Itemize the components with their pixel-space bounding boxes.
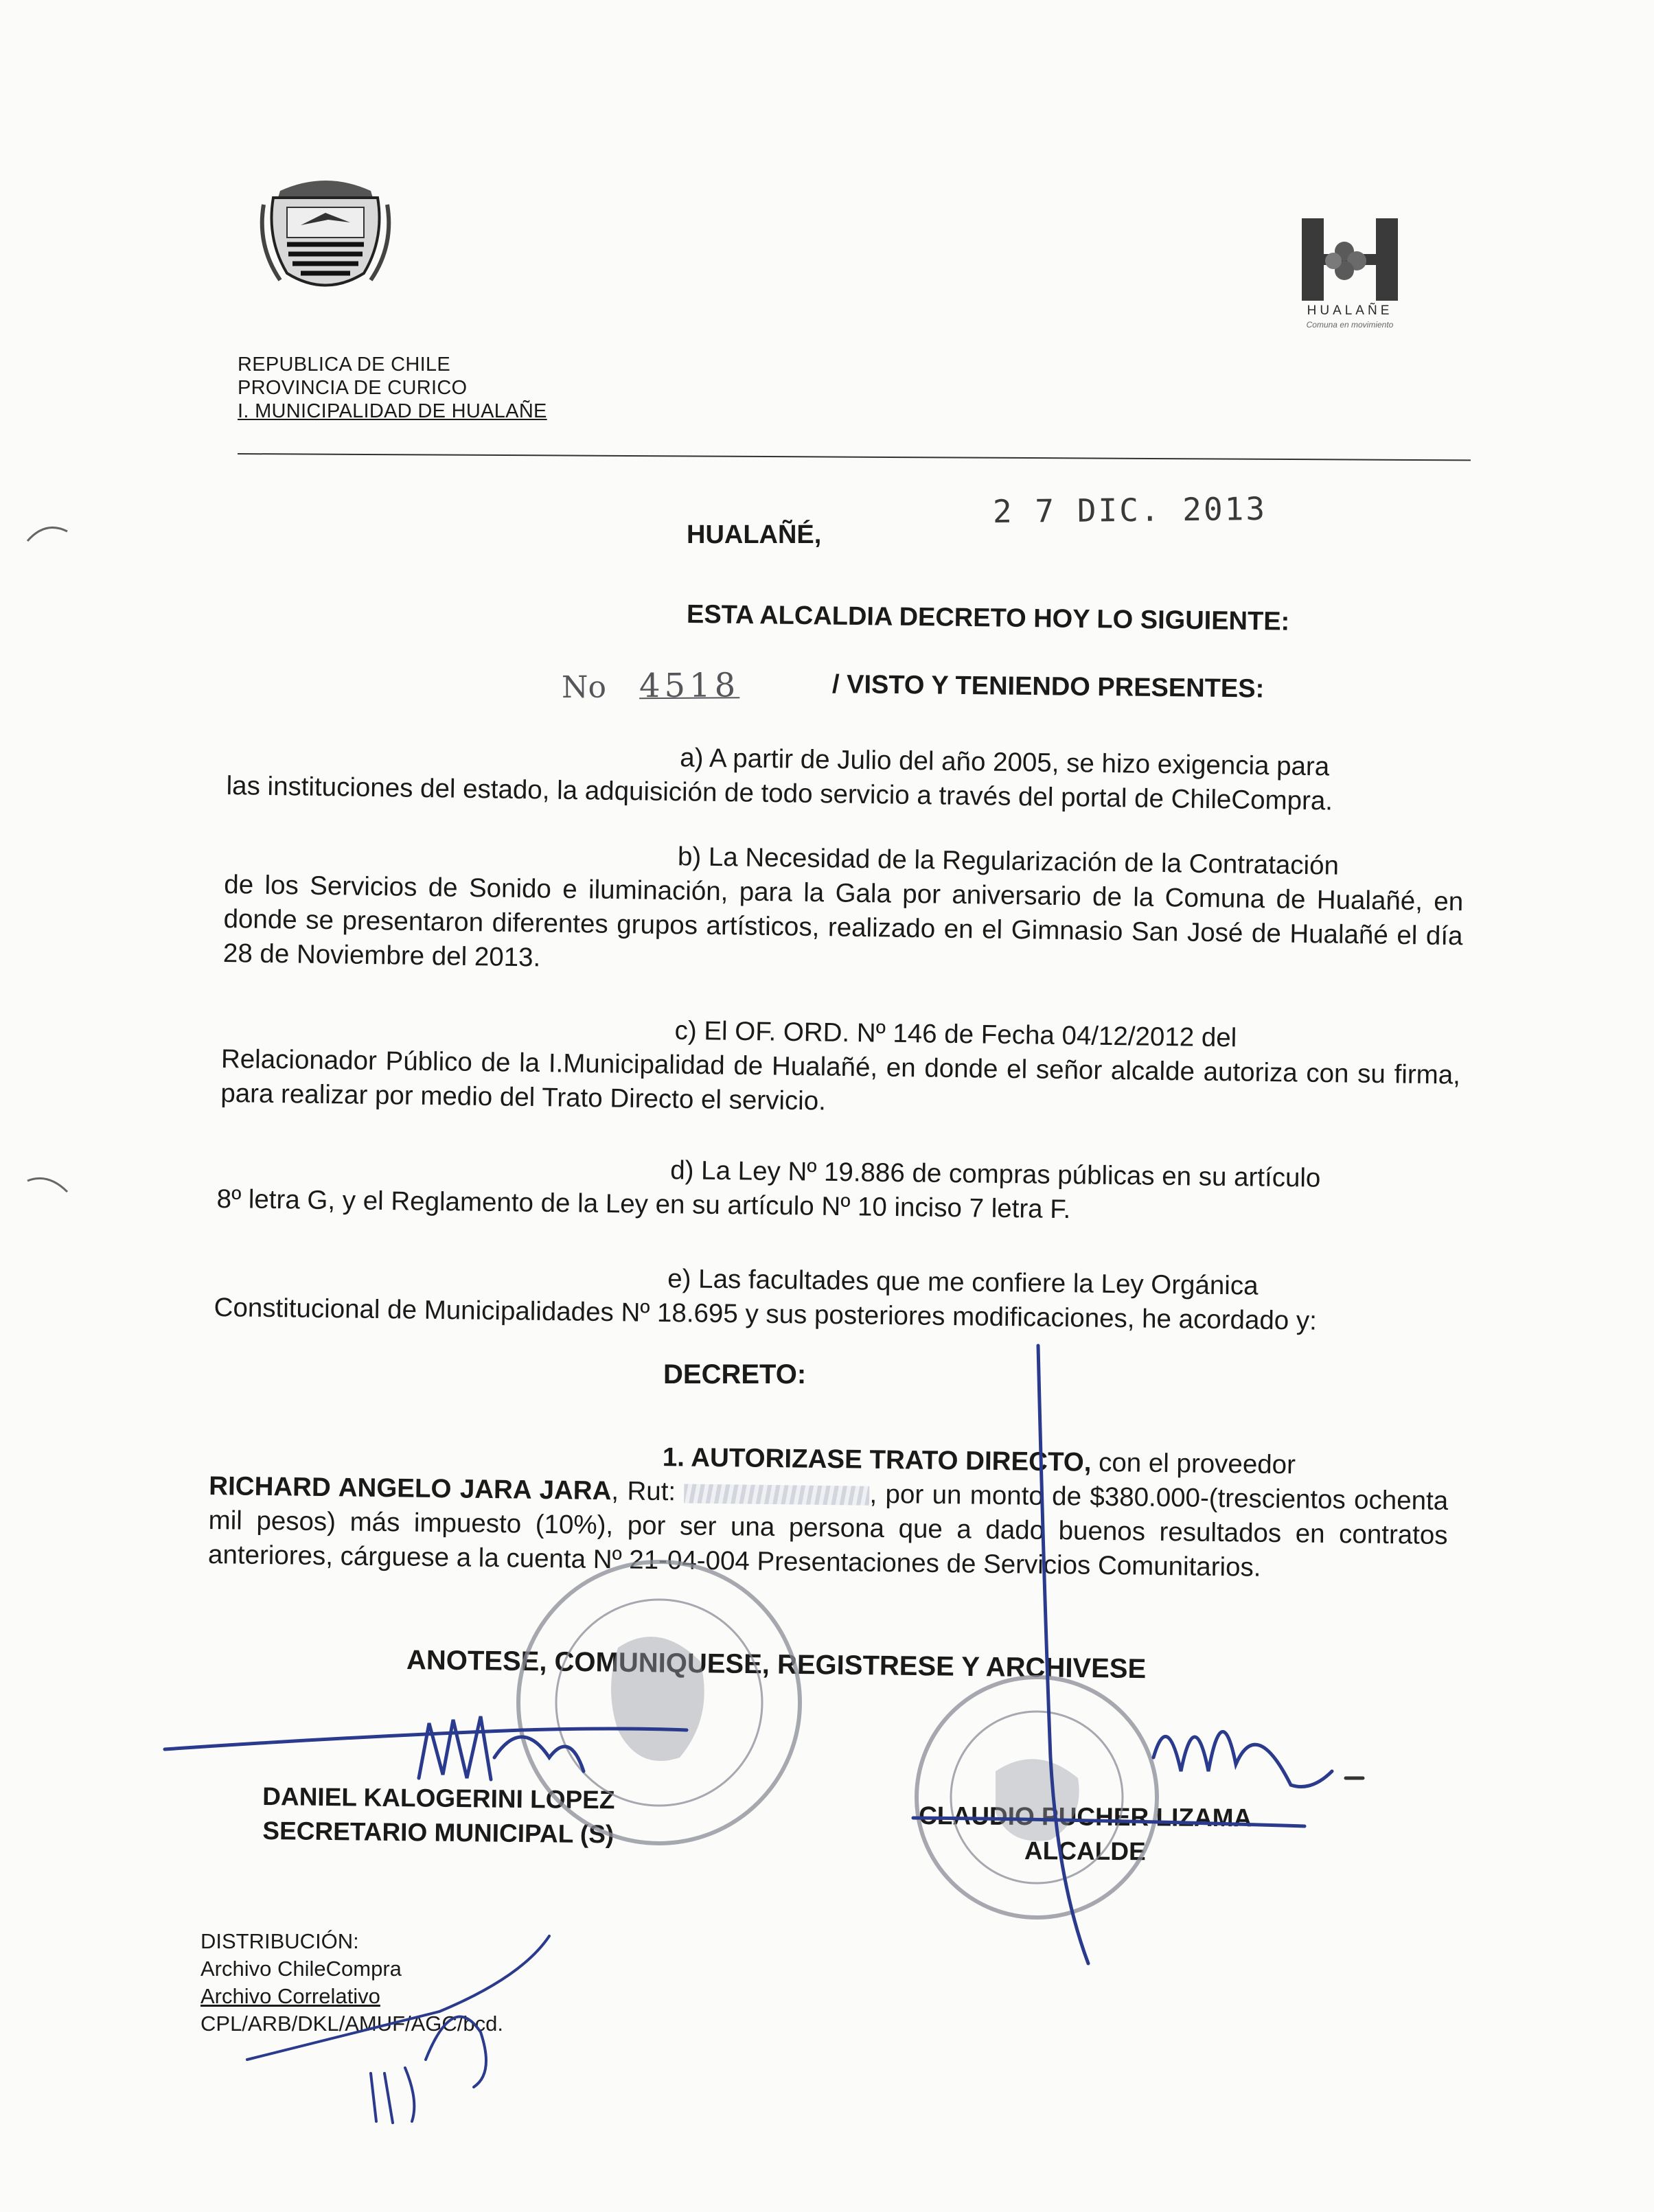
institution-header — [238, 353, 547, 423]
consideration-first-line: a) A partir de Julio del año 2005, se hizo exigencia para — [679, 743, 1330, 782]
decree-title: DECRETO: — [663, 1359, 807, 1390]
mayor-seal-stamp — [917, 1677, 1157, 1917]
consideration-first-line: d) La Ley Nº 19.886 de compras públicas en su artículo — [669, 1155, 1321, 1193]
header-divider — [238, 453, 1471, 461]
consideration-body: de los Servicios de Sonido e iluminación, para la Gala por aniversario de la Comuna de Hualañé, en donde se presentaron diferentes grupos artísticos, realizado en el Gimnasio San José de Hualañé el día 28 de Noviembre del 2013. — [222, 870, 1464, 973]
consideration-a — [226, 735, 1466, 820]
secretary-handwritten-signature — [165, 1716, 687, 1779]
date-stamp: 2 7 DIC. 2013 — [992, 489, 1267, 530]
consideration-first-line: c) El OF. ORD. Nº 146 de Fecha 04/12/2012 del — [674, 1015, 1237, 1053]
logo-name: HUALAÑE — [1307, 303, 1393, 318]
provider-name: RICHARD ANGELO JARA JARA — [209, 1471, 612, 1506]
distribution-line: Archivo ChileCompra — [200, 1957, 402, 1981]
distribution-title: DISTRIBUCIÓN: — [200, 1929, 359, 1953]
signatory-title: SECRETARIO MUNICIPAL (S) — [262, 1817, 614, 1849]
consideration-d — [216, 1148, 1456, 1232]
consideration-body: las instituciones del estado, la adquisición de todo servicio a través del portal de ChileCompra. — [226, 770, 1333, 816]
consideration-e — [214, 1256, 1454, 1340]
municipal-crest-icon — [260, 177, 391, 295]
institution-line: PROVINCIA DE CURICO — [238, 377, 468, 399]
distribution-list — [200, 1928, 503, 2038]
distribution-line: CPL/ARB/DKL/AMUF/AGC/bcd. — [200, 2012, 504, 2036]
decree-intro: ESTA ALCALDIA DECRETO HOY LO SIGUIENTE: — [686, 600, 1290, 636]
decree-item-heading: 1. AUTORIZASE TRATO DIRECTO, — [662, 1442, 1092, 1477]
institution-line: I. MUNICIPALIDAD DE HUALAÑE — [238, 400, 547, 422]
consideration-first-line: b) La Necesidad de la Regularización de la Contratación — [677, 842, 1340, 881]
consideration-b — [223, 833, 1465, 988]
signatory-name: DANIEL KALOGERINI LOPEZ — [262, 1782, 615, 1814]
consideration-c — [220, 1008, 1461, 1127]
closing-formula: ANOTESE, COMUNIQUESE, REGISTRESE Y ARCHIVESE — [406, 1645, 1147, 1685]
logo-tagline: Comuna en movimiento — [1306, 320, 1394, 330]
decree-item-heading-tail: con el proveedor — [1091, 1447, 1296, 1480]
redacted-rut — [684, 1484, 869, 1505]
consideration-body: Relacionador Público de la I.Municipalidad de Hualañé, en donde el señor alcalde autoriza con su firma, para realizar por medio del Trato Directo el servicio. — [220, 1044, 1461, 1116]
hualane-logo-mark-icon — [1295, 218, 1405, 301]
consideration-body: 8º letra G, y el Reglamento de la Ley en su artículo Nº 10 inciso 7 letra F. — [216, 1184, 1071, 1225]
punch-hole-mark-icon — [25, 1171, 73, 1212]
institution-line: REPUBLICA DE CHILE — [238, 354, 450, 376]
decree-item-1 — [208, 1435, 1449, 1587]
city-heading: HUALAÑÉ, — [687, 520, 822, 549]
signatory-name: CLAUDIO PUCHER LIZAMA — [919, 1801, 1252, 1832]
decree-number — [562, 666, 740, 706]
decree-number-prefix: No — [561, 669, 607, 705]
hualane-logo — [1278, 218, 1421, 349]
secretary-signature-block — [262, 1779, 614, 1852]
signatory-title: ALCALDE — [1024, 1836, 1146, 1866]
mayor-signature-block — [919, 1799, 1252, 1869]
distribution-line: Archivo Correlativo — [200, 1984, 380, 2008]
rut-label: , Rut: — [611, 1476, 676, 1507]
decree-item-body: , por un monto de $380.000-(trescientos ochenta mil pesos) más impuesto (10%), por ser una persona que a dado buenos resultados en contratos anteriores, cárguese a la cuenta Nº 21-04-004 Presentaciones de Servicios Comunitarios. — [207, 1479, 1449, 1582]
consideration-body: Constitucional de Municipalidades Nº 18.695 y sus posteriores modificaciones, he acordado y: — [214, 1292, 1318, 1336]
decree-number-digits: 4518 — [639, 666, 740, 706]
punch-hole-mark-icon — [25, 514, 73, 555]
consideration-first-line: e) Las facultades que me confiere la Ley Orgánica — [667, 1264, 1259, 1301]
visto-heading: / VISTO Y TENIENDO PRESENTES: — [831, 670, 1265, 704]
